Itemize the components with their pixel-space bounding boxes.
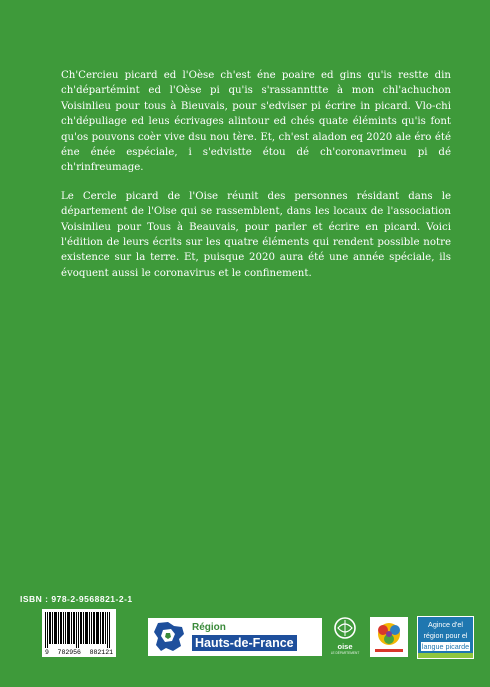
blurb-text <box>61 68 451 294</box>
agence-logo-line-2: région pour el <box>423 631 468 640</box>
association-emblem-icon <box>370 617 408 657</box>
barcode-bars-icon <box>45 612 113 648</box>
isbn-label: ISBN : 978-2-9568821-2-1 <box>20 594 133 604</box>
oise-emblem-icon <box>329 616 361 642</box>
region-hauts-de-france-logo <box>148 618 322 656</box>
hauts-de-france-map-icon <box>152 621 186 653</box>
barcode-digits <box>42 649 116 656</box>
agence-logo-line-3: langue picarde <box>421 642 470 651</box>
oise-logo-name: oise <box>337 642 353 651</box>
region-logo-name: Hauts-de-France <box>192 635 297 652</box>
barcode-digit-group-1: 782956 <box>57 649 81 656</box>
agence-logo-strip <box>418 653 473 658</box>
blurb-french-paragraph: Le Cercle picard de l'Oise réunit des personnes résidant dans le département de l'Oise qui se rassemblent, dans les locaux de l'association Voisinlieu pour Tous à Beauvais, pour parler et écrire en picard. Voici l'édition de leurs écrits sur les quatre éléments qui rendent possible notre existence sur la terre. Et, puisque 2020 aura été une année spéciale, ils évoquent aussi le coronavirus et le confinement. <box>61 190 451 279</box>
region-logo-title: Région <box>192 621 226 633</box>
barcode-digit-lead: 9 <box>45 649 49 656</box>
barcode-digit-group-2: 882121 <box>89 649 113 656</box>
blurb-picard-paragraph: Ch'Cercieu picard ed l'Oèse ch'est éne poaire ed gins qu'is restte din ch'départémint ed l'Oèse pi qu'is s'rassannttte à mon chl'achuchon Voisinlieu pour tous à Bieuvais, pour s'edviser pi écrire in picard. Vlo-chi ch'dépuliage ed leus écrivages alintour ed chés quate élémints qu'is font qu'os pouvons coèr vive dsu nou tère. Et, ch'est aladon eq 2020 ale éro été éne énée espéciale, i s'edvistte étou dé ch'coronavrimeu pi dé ch'rinfreumage. <box>61 70 451 174</box>
agence-langue-picarde-logo <box>417 616 474 659</box>
oise-logo-subtitle: LE DÉPARTEMENT <box>330 651 360 655</box>
association-logo <box>370 617 408 657</box>
agence-logo-line-1: Agince d'el <box>428 620 463 629</box>
oise-department-logo <box>329 616 361 660</box>
barcode <box>42 609 116 657</box>
